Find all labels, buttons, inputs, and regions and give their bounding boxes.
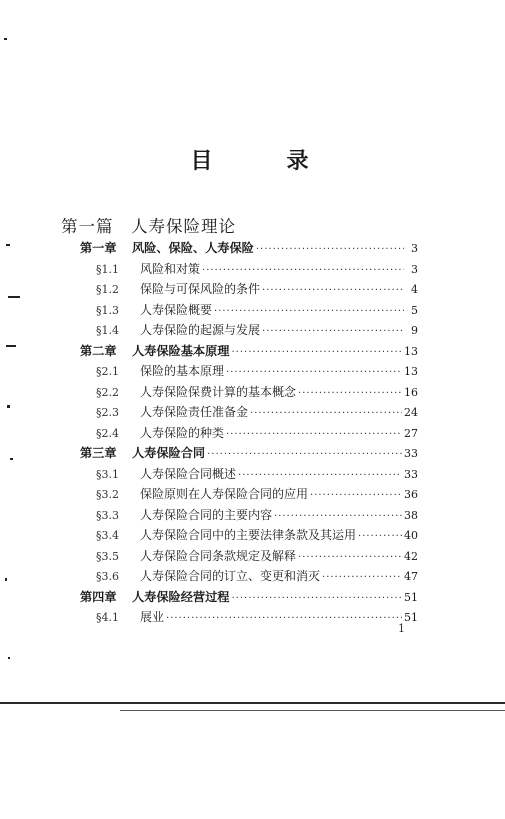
section-title: 保险与可保风险的条件 [140, 282, 261, 296]
section-number: §1.4 [96, 324, 119, 337]
toc-section-row [96, 321, 418, 340]
toc-section-row [96, 260, 418, 279]
chapter-title: 人寿保险合同 [132, 446, 206, 460]
toc-chapter-row [80, 588, 418, 607]
toc-section-row [96, 506, 418, 525]
dot-leader [250, 404, 402, 423]
section-number: §3.3 [96, 508, 119, 522]
section-number: §2.4 [96, 426, 119, 440]
section-number: §2.1 [96, 365, 119, 378]
section-title: 保险的基本原理 [140, 364, 225, 378]
dot-leader [298, 548, 402, 567]
section-title: 人寿保险的起源与发展 [140, 323, 261, 337]
toc-section-row [96, 301, 418, 320]
page-number: 1 [398, 622, 405, 635]
part-heading: 第一篇 人寿保险理论 [61, 217, 236, 236]
chapter-title: 人寿保险基本原理 [132, 343, 230, 358]
dot-leader [202, 261, 404, 280]
scan-speck [5, 578, 7, 581]
section-number: §1.3 [96, 303, 119, 317]
dot-leader [358, 527, 402, 546]
section-number: §2.2 [96, 385, 119, 399]
chapter-number: 第二章 [80, 343, 117, 358]
section-title: 人寿保险合同的订立、变更和消灭 [140, 569, 321, 583]
toc-section-row [96, 608, 418, 627]
bottom-rule-secondary [120, 710, 505, 711]
section-title: 人寿保险合同的主要内容 [140, 507, 273, 522]
section-number: §1.2 [96, 283, 119, 296]
page-title: 目 录 [190, 148, 335, 174]
toc-page-number: 13 [404, 344, 418, 358]
toc-section-row [96, 383, 418, 402]
scan-speck [7, 405, 10, 408]
toc-page-number: 47 [404, 570, 418, 583]
toc-page-number: 33 [404, 467, 418, 481]
toc-section-row [96, 485, 418, 504]
dot-leader [226, 425, 402, 444]
toc-section-row [96, 362, 418, 381]
dot-leader [322, 568, 402, 587]
section-title: 保险原则在人寿保险合同的应用 [140, 487, 309, 501]
chapter-title: 风险、保险、人寿保险 [132, 241, 254, 255]
toc-page-number: 16 [404, 385, 418, 399]
toc-page-number: 3 [411, 242, 418, 255]
dot-leader [310, 486, 402, 505]
dot-leader [298, 384, 402, 403]
dot-leader [207, 445, 402, 464]
scan-speck [10, 458, 13, 460]
toc-section-row [96, 526, 418, 545]
section-number: §3.6 [96, 570, 119, 583]
dot-leader [226, 363, 402, 382]
toc-chapter-row [80, 444, 418, 463]
toc-page-number: 13 [404, 365, 418, 378]
dot-leader [256, 240, 404, 259]
toc-chapter-row [80, 239, 418, 258]
section-title: 风险和对策 [140, 261, 201, 276]
section-number: §1.1 [96, 262, 119, 276]
dot-leader [232, 343, 403, 362]
toc-section-row [96, 567, 418, 586]
toc-page-number: 51 [404, 611, 418, 624]
toc-page-number: 9 [411, 324, 418, 337]
section-title: 人寿保险合同概述 [140, 466, 237, 481]
toc-page-number: 4 [411, 283, 418, 296]
toc-section-row [96, 280, 418, 299]
toc-page-number: 27 [404, 426, 418, 440]
scan-speck [4, 38, 7, 40]
toc-page-number: 3 [411, 262, 418, 276]
scan-speck [6, 345, 16, 347]
section-number: §3.4 [96, 529, 119, 542]
toc-page-number: 24 [404, 406, 418, 419]
chapter-number: 第一章 [80, 241, 117, 255]
toc-page-number: 42 [404, 549, 418, 563]
toc-page-number: 36 [404, 488, 418, 501]
section-number: §3.2 [96, 488, 119, 501]
toc-page-number: 40 [404, 529, 418, 542]
section-title: 展业 [140, 610, 165, 624]
section-number: §3.1 [96, 467, 119, 481]
dot-leader [232, 589, 403, 608]
section-title: 人寿保险概要 [140, 302, 213, 317]
toc-section-row [96, 547, 418, 566]
toc-page-number: 38 [404, 508, 418, 522]
toc-section-row [96, 424, 418, 443]
dot-leader [262, 281, 404, 300]
dot-leader [262, 322, 404, 341]
dot-leader [238, 466, 402, 485]
chapter-number: 第三章 [80, 446, 117, 460]
section-title: 人寿保险责任准备金 [140, 405, 249, 419]
section-title: 人寿保险的种类 [140, 425, 225, 440]
section-title: 人寿保险合同中的主要法律条款及其运用 [140, 528, 357, 542]
section-number: §2.3 [96, 406, 119, 419]
chapter-number: 第四章 [80, 589, 117, 604]
toc-chapter-row [80, 342, 418, 361]
section-number: §4.1 [96, 611, 119, 624]
toc-page-number: 5 [411, 303, 418, 317]
scan-speck [8, 657, 10, 659]
scan-speck [6, 244, 10, 246]
chapter-title: 人寿保险经营过程 [132, 589, 230, 604]
scan-speck [8, 296, 20, 298]
toc-section-row [96, 465, 418, 484]
bottom-rule [0, 702, 505, 704]
dot-leader [274, 507, 402, 526]
toc-section-row [96, 403, 418, 422]
section-title: 人寿保险保费计算的基本概念 [140, 384, 297, 399]
dot-leader [166, 609, 402, 628]
dot-leader [214, 302, 404, 321]
section-title: 人寿保险合同条款规定及解释 [140, 548, 297, 563]
section-number: §3.5 [96, 549, 119, 563]
toc-page-number: 51 [404, 590, 418, 604]
toc-page-number: 33 [404, 447, 418, 460]
